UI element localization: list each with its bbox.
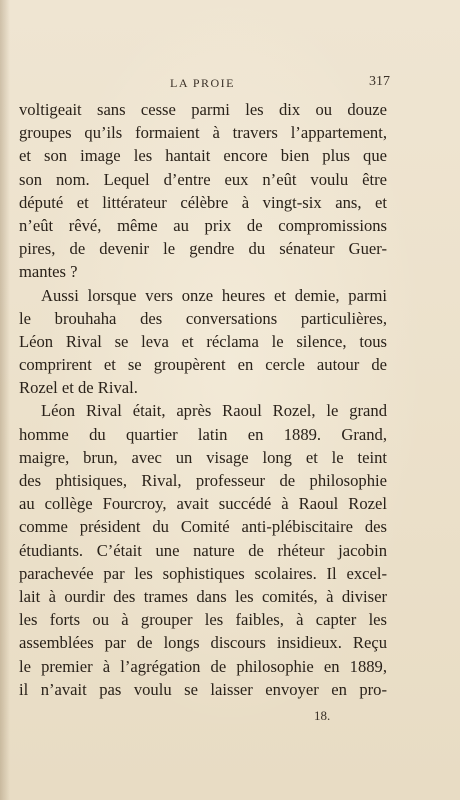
page-number: 317: [369, 74, 390, 89]
text-line: pires, de devenir le gendre du sénateur Guer-: [19, 239, 387, 259]
text-line: Rozel et de Rival.: [19, 378, 138, 398]
text-line: et son image les hantait encore bien plus que: [19, 146, 387, 166]
text-line: le premier à l’agrégation de philosophie en 1889,: [19, 656, 387, 676]
text-line: comme président du Comité anti-plébiscitaire des: [19, 517, 387, 537]
text-line: mantes ?: [19, 262, 78, 282]
text-line: Aussi lorsque vers onze heures et demie, parmi: [41, 285, 387, 305]
text-line: lait à ourdir des trames dans les comités, à diviser: [19, 586, 387, 606]
text-line: il n’avait pas voulu se laisser envoyer en pro-: [19, 679, 387, 699]
text-line: comprirent et se groupèrent en cercle autour de: [19, 355, 387, 375]
text-line: Léon Rival était, après Raoul Rozel, le grand: [41, 401, 387, 421]
text-line: le brouhaha des conversations particulières,: [19, 308, 387, 328]
text-line: des phtisiques, Rival, professeur de philosophie: [19, 471, 387, 490]
text-line: Léon Rival se leva et réclama le silence, tous: [19, 331, 387, 351]
text-line: assemblées par de longs discours insidieux. Reçu: [19, 633, 387, 653]
text-line: au collège Fourcroy, avait succédé à Raoul Rozel: [19, 494, 387, 514]
text-line: son nom. Lequel d’entre eux n’eût voulu être: [19, 169, 387, 189]
running-head: [20, 76, 390, 92]
signature-mark: 18.: [314, 708, 331, 723]
text-line: étudiants. C’était une nature de rhéteur jacobin: [19, 540, 387, 560]
text-line: voltigeait sans cesse parmi les dix ou douze: [19, 100, 387, 119]
text-line: homme du quartier latin en 1889. Grand,: [19, 424, 387, 444]
text-line: parachevée par les sophistiques scolaires. Il excel-: [19, 563, 387, 583]
spine-shadow: [0, 0, 10, 800]
text-line: député et littérateur célèbre à vingt-six ans, et: [19, 192, 387, 212]
body-text: [19, 98, 387, 701]
text-line: n’eût rêvé, même au prix de compromissions: [19, 215, 387, 235]
text-line: groupes qu’ils formaient à travers l’appartement,: [19, 123, 387, 143]
running-title: LA PROIE: [170, 76, 236, 90]
text-line: les forts ou à grouper les faibles, à capter les: [19, 610, 387, 630]
text-line: maigre, brun, avec un visage long et le teint: [19, 447, 387, 467]
